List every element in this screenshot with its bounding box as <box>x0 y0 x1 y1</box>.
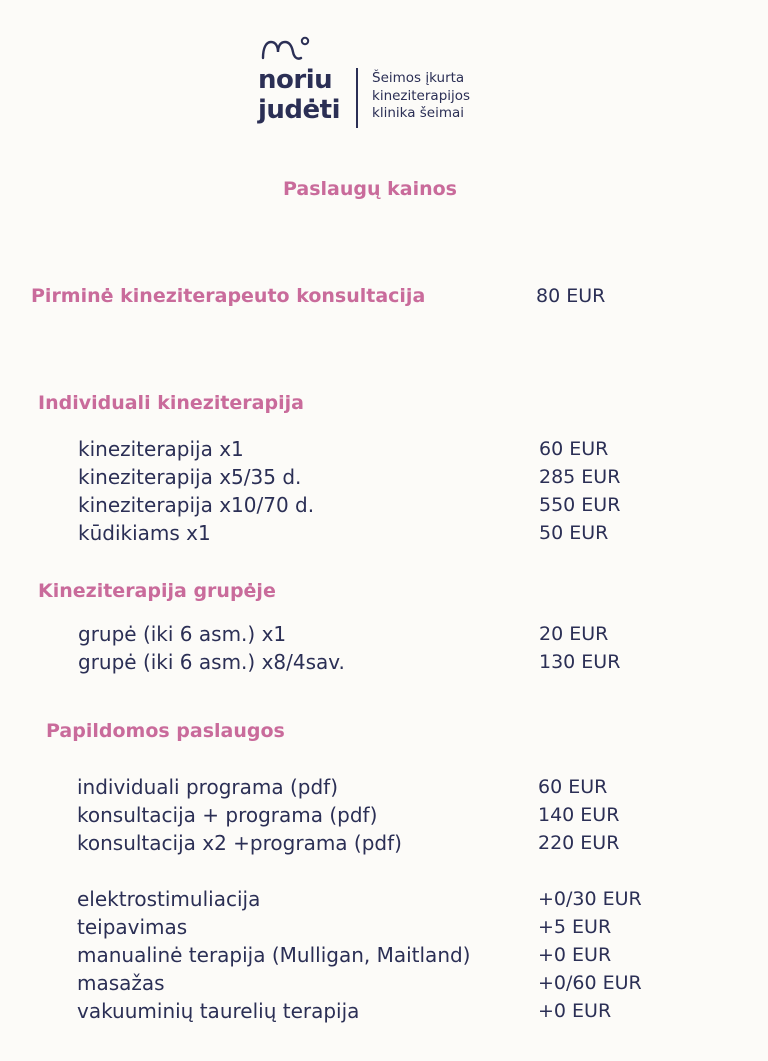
logo-wordmark-line1: noriu <box>258 65 333 95</box>
service-price: 220 EUR <box>538 832 620 854</box>
section-heading-additional: Papildomos paslaugos <box>46 720 285 742</box>
service-label: konsultacija x2 +programa (pdf) <box>77 831 402 855</box>
service-label: manualinė terapija (Mulligan, Maitland) <box>77 943 471 967</box>
service-price: 550 EUR <box>539 494 621 516</box>
clinic-logo <box>258 34 498 134</box>
logo-tagline <box>372 70 470 123</box>
service-label: kineziterapija x10/70 d. <box>78 493 315 517</box>
service-label: vakuuminių taurelių terapija <box>77 999 360 1023</box>
service-price: +0/30 EUR <box>538 888 642 910</box>
service-label: elektrostimuliacija <box>77 887 261 911</box>
service-price: 60 EUR <box>539 438 609 460</box>
service-price: +0 EUR <box>538 1000 612 1022</box>
primary-consultation-label: Pirminė kineziterapeuto konsultacija <box>31 285 426 307</box>
tagline-line: Šeimos įkurta <box>372 70 465 86</box>
primary-consultation-price: 80 EUR <box>536 285 606 307</box>
service-price: 130 EUR <box>539 651 621 673</box>
tagline-line: kineziterapijos <box>372 87 471 104</box>
service-price: 50 EUR <box>539 522 609 544</box>
section-heading-group: Kineziterapija grupėje <box>38 580 276 602</box>
service-label: konsultacija + programa (pdf) <box>77 803 378 827</box>
tagline-line: klinika šeimai <box>372 105 465 121</box>
service-price: +0 EUR <box>538 944 612 966</box>
wave-logo-icon <box>260 34 310 62</box>
service-label: kineziterapija x1 <box>78 437 244 461</box>
service-label: grupė (iki 6 asm.) x8/4sav. <box>78 650 345 674</box>
service-price: 140 EUR <box>538 804 620 826</box>
service-label: grupė (iki 6 asm.) x1 <box>78 622 287 646</box>
service-price: +5 EUR <box>538 916 612 938</box>
page-title: Paslaugų kainos <box>282 178 457 200</box>
logo-wordmark-line2: judėti <box>258 95 341 125</box>
service-label: individuali programa (pdf) <box>77 775 338 799</box>
service-label: masažas <box>77 971 165 995</box>
service-price: 20 EUR <box>539 623 609 645</box>
service-price: 60 EUR <box>538 776 608 798</box>
service-label: kūdikiams x1 <box>78 521 211 545</box>
section-heading-individual: Individuali kineziterapija <box>38 392 304 414</box>
service-label: kineziterapija x5/35 d. <box>78 465 302 489</box>
service-price: 285 EUR <box>539 466 621 488</box>
service-price: +0/60 EUR <box>538 972 642 994</box>
service-label: teipavimas <box>77 915 188 939</box>
logo-divider <box>356 68 358 128</box>
